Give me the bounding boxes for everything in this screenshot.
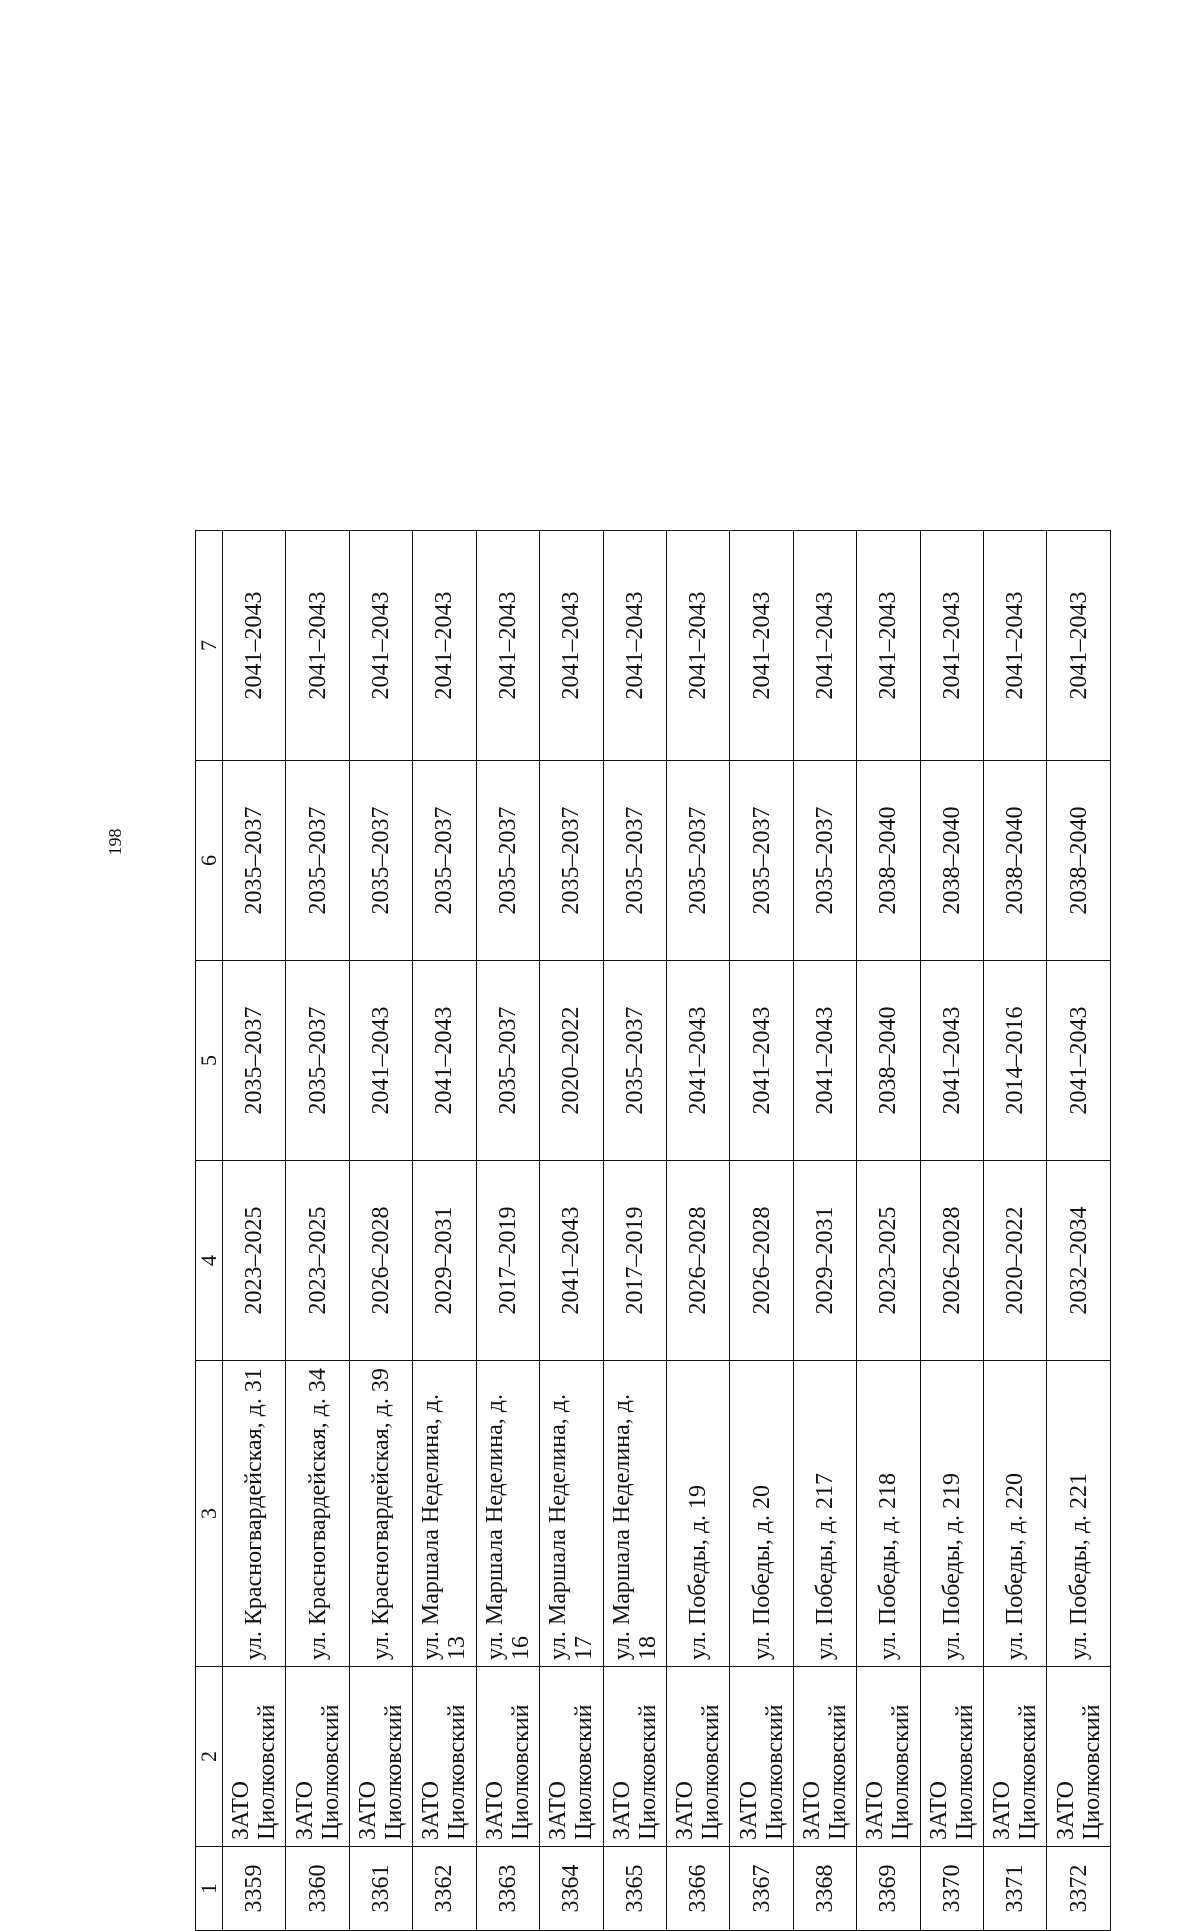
- cell-row-number: 3359: [223, 1847, 286, 1931]
- cell-period-col-6: 2035–2037: [603, 761, 666, 961]
- table-body: [223, 531, 1111, 1931]
- table-row: [793, 531, 856, 1931]
- cell-period-col-5: 2041–2043: [920, 961, 983, 1161]
- cell-period-col-6: 2035–2037: [349, 761, 412, 961]
- table-row: [857, 531, 920, 1931]
- cell-period-col-7: 2041–2043: [1047, 531, 1111, 761]
- cell-period-col-5: 2014–2016: [984, 961, 1047, 1161]
- cell-period-col-5: 2035–2037: [223, 961, 286, 1161]
- cell-period-col-7: 2041–2043: [476, 531, 539, 761]
- cell-period-col-4: 2023–2025: [857, 1161, 920, 1361]
- column-header-5: 5: [196, 961, 223, 1161]
- cell-address: ул. Победы, д. 221: [1047, 1361, 1111, 1667]
- cell-period-col-7: 2041–2043: [223, 531, 286, 761]
- cell-period-col-7: 2041–2043: [603, 531, 666, 761]
- cell-row-number: 3372: [1047, 1847, 1111, 1931]
- cell-municipality: ЗАТО Циолковский: [857, 1667, 920, 1847]
- table-row: [920, 531, 983, 1931]
- cell-row-number: 3369: [857, 1847, 920, 1931]
- cell-municipality: ЗАТО Циолковский: [1047, 1667, 1111, 1847]
- cell-period-col-7: 2041–2043: [984, 531, 1047, 761]
- cell-period-col-6: 2038–2040: [857, 761, 920, 961]
- cell-period-col-5: 2041–2043: [413, 961, 476, 1161]
- cell-period-col-6: 2038–2040: [920, 761, 983, 961]
- cell-period-col-7: 2041–2043: [286, 531, 349, 761]
- cell-row-number: 3365: [603, 1847, 666, 1931]
- cell-period-col-5: 2041–2043: [666, 961, 729, 1161]
- cell-address: ул. Победы, д. 219: [920, 1361, 983, 1667]
- table-header: [196, 531, 223, 1931]
- cell-period-col-6: 2035–2037: [540, 761, 603, 961]
- cell-period-col-7: 2041–2043: [920, 531, 983, 761]
- column-header-2: 2: [196, 1667, 223, 1847]
- cell-row-number: 3362: [413, 1847, 476, 1931]
- cell-period-col-5: 2035–2037: [476, 961, 539, 1161]
- cell-period-col-6: 2038–2040: [984, 761, 1047, 961]
- cell-period-col-5: 2041–2043: [793, 961, 856, 1161]
- table-row: [223, 531, 286, 1931]
- cell-period-col-5: 2035–2037: [286, 961, 349, 1161]
- cell-municipality: ЗАТО Циолковский: [349, 1667, 412, 1847]
- column-header-6: 6: [196, 761, 223, 961]
- cell-row-number: 3368: [793, 1847, 856, 1931]
- cell-address: ул. Победы, д. 20: [730, 1361, 793, 1667]
- table-row: [476, 531, 539, 1931]
- housing-register-table: [195, 530, 1111, 1931]
- cell-period-col-6: 2035–2037: [793, 761, 856, 961]
- cell-address: ул. Победы, д. 217: [793, 1361, 856, 1667]
- cell-period-col-4: 2026–2028: [920, 1161, 983, 1361]
- cell-period-col-6: 2035–2037: [730, 761, 793, 961]
- cell-municipality: ЗАТО Циолковский: [793, 1667, 856, 1847]
- cell-period-col-4: 2017–2019: [476, 1161, 539, 1361]
- rotated-table-container: [195, 531, 1111, 1931]
- cell-address: ул. Маршала Неделина, д. 17: [540, 1361, 603, 1667]
- cell-address: ул. Победы, д. 220: [984, 1361, 1047, 1667]
- cell-period-col-5: 2041–2043: [730, 961, 793, 1161]
- table-row: [730, 531, 793, 1931]
- cell-address: ул. Красногвардейская, д. 31: [223, 1361, 286, 1667]
- cell-period-col-7: 2041–2043: [540, 531, 603, 761]
- cell-period-col-4: 2023–2025: [286, 1161, 349, 1361]
- cell-period-col-7: 2041–2043: [666, 531, 729, 761]
- cell-municipality: ЗАТО Циолковский: [666, 1667, 729, 1847]
- cell-period-col-4: 2026–2028: [730, 1161, 793, 1361]
- cell-period-col-4: 2017–2019: [603, 1161, 666, 1361]
- cell-row-number: 3361: [349, 1847, 412, 1931]
- cell-period-col-4: 2026–2028: [349, 1161, 412, 1361]
- column-header-4: 4: [196, 1161, 223, 1361]
- table-row: [286, 531, 349, 1931]
- cell-municipality: ЗАТО Циолковский: [413, 1667, 476, 1847]
- cell-address: ул. Маршала Неделина, д. 16: [476, 1361, 539, 1667]
- cell-municipality: ЗАТО Циолковский: [223, 1667, 286, 1847]
- cell-period-col-4: 2029–2031: [413, 1161, 476, 1361]
- cell-period-col-4: 2029–2031: [793, 1161, 856, 1361]
- cell-period-col-6: 2035–2037: [666, 761, 729, 961]
- table-row: [349, 531, 412, 1931]
- cell-period-col-5: 2041–2043: [1047, 961, 1111, 1161]
- cell-period-col-6: 2035–2037: [223, 761, 286, 961]
- table-row: [413, 531, 476, 1931]
- cell-period-col-4: 2032–2034: [1047, 1161, 1111, 1361]
- column-header-1: 1: [196, 1847, 223, 1931]
- table-row: [984, 531, 1047, 1931]
- cell-period-col-4: 2020–2022: [984, 1161, 1047, 1361]
- header-row: [196, 531, 223, 1931]
- page-number: 198: [104, 828, 125, 856]
- cell-row-number: 3371: [984, 1847, 1047, 1931]
- cell-row-number: 3364: [540, 1847, 603, 1931]
- cell-period-col-6: 2035–2037: [286, 761, 349, 961]
- cell-row-number: 3367: [730, 1847, 793, 1931]
- cell-address: ул. Маршала Неделина, д. 18: [603, 1361, 666, 1667]
- cell-address: ул. Победы, д. 19: [666, 1361, 729, 1667]
- cell-period-col-4: 2023–2025: [223, 1161, 286, 1361]
- cell-period-col-5: 2020–2022: [540, 961, 603, 1161]
- cell-period-col-7: 2041–2043: [730, 531, 793, 761]
- cell-address: ул. Красногвардейская, д. 34: [286, 1361, 349, 1667]
- column-header-3: 3: [196, 1361, 223, 1667]
- cell-period-col-5: 2035–2037: [603, 961, 666, 1161]
- cell-row-number: 3366: [666, 1847, 729, 1931]
- table-row: [1047, 531, 1111, 1931]
- cell-period-col-6: 2038–2040: [1047, 761, 1111, 961]
- cell-period-col-7: 2041–2043: [857, 531, 920, 761]
- cell-period-col-7: 2041–2043: [413, 531, 476, 761]
- cell-municipality: ЗАТО Циолковский: [540, 1667, 603, 1847]
- cell-period-col-6: 2035–2037: [476, 761, 539, 961]
- cell-municipality: ЗАТО Циолковский: [476, 1667, 539, 1847]
- cell-row-number: 3363: [476, 1847, 539, 1931]
- cell-address: ул. Маршала Неделина, д. 13: [413, 1361, 476, 1667]
- cell-municipality: ЗАТО Циолковский: [920, 1667, 983, 1847]
- cell-period-col-6: 2035–2037: [413, 761, 476, 961]
- cell-address: ул. Красногвардейская, д. 39: [349, 1361, 412, 1667]
- cell-period-col-5: 2041–2043: [349, 961, 412, 1161]
- cell-address: ул. Победы, д. 218: [857, 1361, 920, 1667]
- cell-row-number: 3360: [286, 1847, 349, 1931]
- column-header-7: 7: [196, 531, 223, 761]
- cell-period-col-7: 2041–2043: [793, 531, 856, 761]
- table-row: [540, 531, 603, 1931]
- cell-municipality: ЗАТО Циолковский: [286, 1667, 349, 1847]
- cell-period-col-7: 2041–2043: [349, 531, 412, 761]
- cell-period-col-4: 2026–2028: [666, 1161, 729, 1361]
- cell-municipality: ЗАТО Циолковский: [984, 1667, 1047, 1847]
- cell-period-col-5: 2038–2040: [857, 961, 920, 1161]
- table-row: [603, 531, 666, 1931]
- cell-municipality: ЗАТО Циолковский: [603, 1667, 666, 1847]
- cell-row-number: 3370: [920, 1847, 983, 1931]
- cell-period-col-4: 2041–2043: [540, 1161, 603, 1361]
- cell-municipality: ЗАТО Циолковский: [730, 1667, 793, 1847]
- table-row: [666, 531, 729, 1931]
